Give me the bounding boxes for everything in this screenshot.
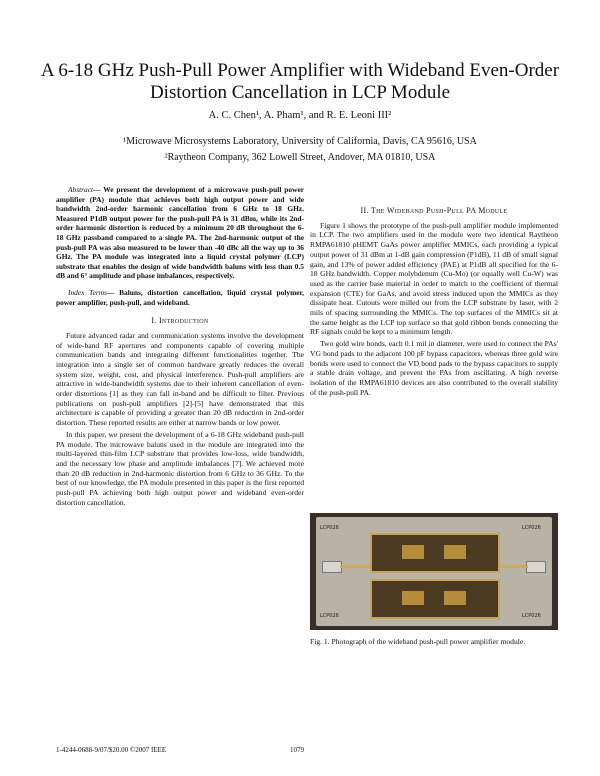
module-paragraph-2: Two gold wire bonds, each 0.1 mil in diameter, were used to connect the PAs' VG bond pads to the adjacent 100 pF bypass capacitors, whereas three gold wire bonds were used to connect the VD bond pads to the bypass capacitors to supply a stable drain voltage, and prevent the PAs from oscillating. A high reverse isolation of the RMPA61810 devices are also contributed to the overall stability of the push-pull PA. (310, 339, 558, 397)
module-photograph (310, 513, 558, 630)
index-terms-label: Index Terms (68, 287, 107, 297)
abstract (56, 185, 304, 281)
amplifier-board-top (370, 533, 500, 573)
mmic-chip (444, 545, 466, 559)
figure-caption: Fig. 1. Photograph of the wideband push-pull power amplifier module. (310, 637, 526, 646)
input-connector (322, 561, 342, 573)
board-label: LCP026 (522, 613, 541, 619)
output-connector (526, 561, 546, 573)
section-heading-module: II. The Wideband Push-Pull PA Module (360, 206, 508, 215)
affiliation-2: ²Raytheon Company, 362 Lowell Street, Andover, MA 01810, USA (164, 152, 436, 163)
index-terms-text: — Baluns, distortion cancellation, liquid crystal polymer, power amplifier, push-pull, and wideband. (56, 287, 305, 307)
page-number: 1079 (290, 746, 304, 754)
module-paragraph-1: Figure 1 shows the prototype of the push-pull amplifier module implemented in LCP. The two amplifiers used in the module were two identical Raytheon RMPA61810 pHEMT GaAs power amplifier MMICs, each providing a typical output power of 31 dBm at 1-dB gain compression (P1dB), 11 dB of small signal gain, and 13% of power added efficiency (PAE) at P1dB all specified for the 6-18 GHz bandwidth. Copper molybdenum (Cu-Mo) (or equally well Cu-W) was used as the carrier base material in order to match to the coefficient of thermal expansion (CTE) for GaAs, and avoid stress induced upon the MMICs as they dissipate heat. Cutouts were milled out from the LCP substrate by laser, with 2 mils of spacing surrounding the MMICs. The top surfaces of the MMICs sit at the same height as the LCP top surface so that gold ribbon bonds connecting the RF signals could be kept to a minimum length. (310, 220, 558, 337)
intro-paragraph-1: Future advanced radar and communication systems involve the development of wide-band RF apertures and components capable of covering multiple communication bands and integrating different functionalities together. The integration into a single set of common hardware greatly reduces the overall system size, weight, cost, and physical interference. Push-pull amplifiers are attractive in wide-bandwidth systems due to their inherent cancellation of even-order distortions [1] as they can fall in-band and be difficult to filter. Previous publications on push-pull amplifiers [2]-[5] have demonstrated that this architecture is capable of providing a greater than 20 dB reduction in 2nd-order distortion. These reported results are either at narrow bands or low power. (56, 330, 304, 428)
amplifier-board-bottom (370, 579, 500, 619)
input-trace (340, 565, 372, 568)
output-trace (496, 565, 528, 568)
paper-title: A 6-18 GHz Push-Pull Power Amplifier with Wideband Even-Order Distortion Cancellation in LCP Module (40, 60, 560, 103)
board-label: LCP026 (320, 613, 339, 619)
mmic-chip (402, 545, 424, 559)
abstract-label: Abstract (68, 185, 94, 194)
right-column (310, 206, 558, 399)
affiliation-1: ¹Microwave Microsystems Laboratory, University of California, Davis, CA 95616, USA (123, 136, 477, 147)
mmic-chip (444, 591, 466, 605)
board-label: LCP026 (522, 525, 541, 531)
index-terms (56, 288, 304, 307)
copyright-footer: 1-4244-0688-9/07/$20.00 ©2007 IEEE (56, 746, 167, 754)
board-label: LCP026 (320, 525, 339, 531)
abstract-text: — We present the development of a microwave push-pull power amplifier (PA) module that achieves both high output power and wide bandwidth 2nd-order harmonic cancellation from 6 GHz to 18 GHz. Measured P1dB output power for the push-pull PA is 31 dBm, while its 2nd-order harmonic distortion is reduced by a minimum 20 dB throughout the 6-18 GHz passband compared to a single PA. The 2nd-harmonic output of the push-pull PA was also measured to be lower than -40 dBc all the way up to 36 GHz. The PA module was integrated into a liquid crystal polymer (LCP) substrate that enables the design of wide bandwidth baluns with less than 0.5 dB and 6° amplitude and phase imbalances, respectively. (56, 185, 304, 281)
carrier-board (316, 517, 552, 626)
intro-paragraph-2: In this paper, we present the development of a 6-18 GHz wideband push-pull PA module. The microwave baluns used in the module are integrated into the multi-layered thin-film LCP substrate that provides low-loss, wide bandwidth, and the necessary low phase and amplitude imbalances [7]. We achieved more than 20 dB reduction in 2nd-harmonic distortion from 6 GHz to 36 GHz. To the best of our knowledge, the PA module presented in this paper is the first reported push-pull PA achieving both high output power and wideband even-order distortion cancellation. (56, 429, 304, 507)
mmic-chip (402, 591, 424, 605)
author-list: A. C. Chen¹, A. Pham¹, and R. E. Leoni III² (208, 110, 392, 121)
left-column (56, 185, 304, 509)
section-heading-introduction: I. Introduction (151, 316, 209, 326)
